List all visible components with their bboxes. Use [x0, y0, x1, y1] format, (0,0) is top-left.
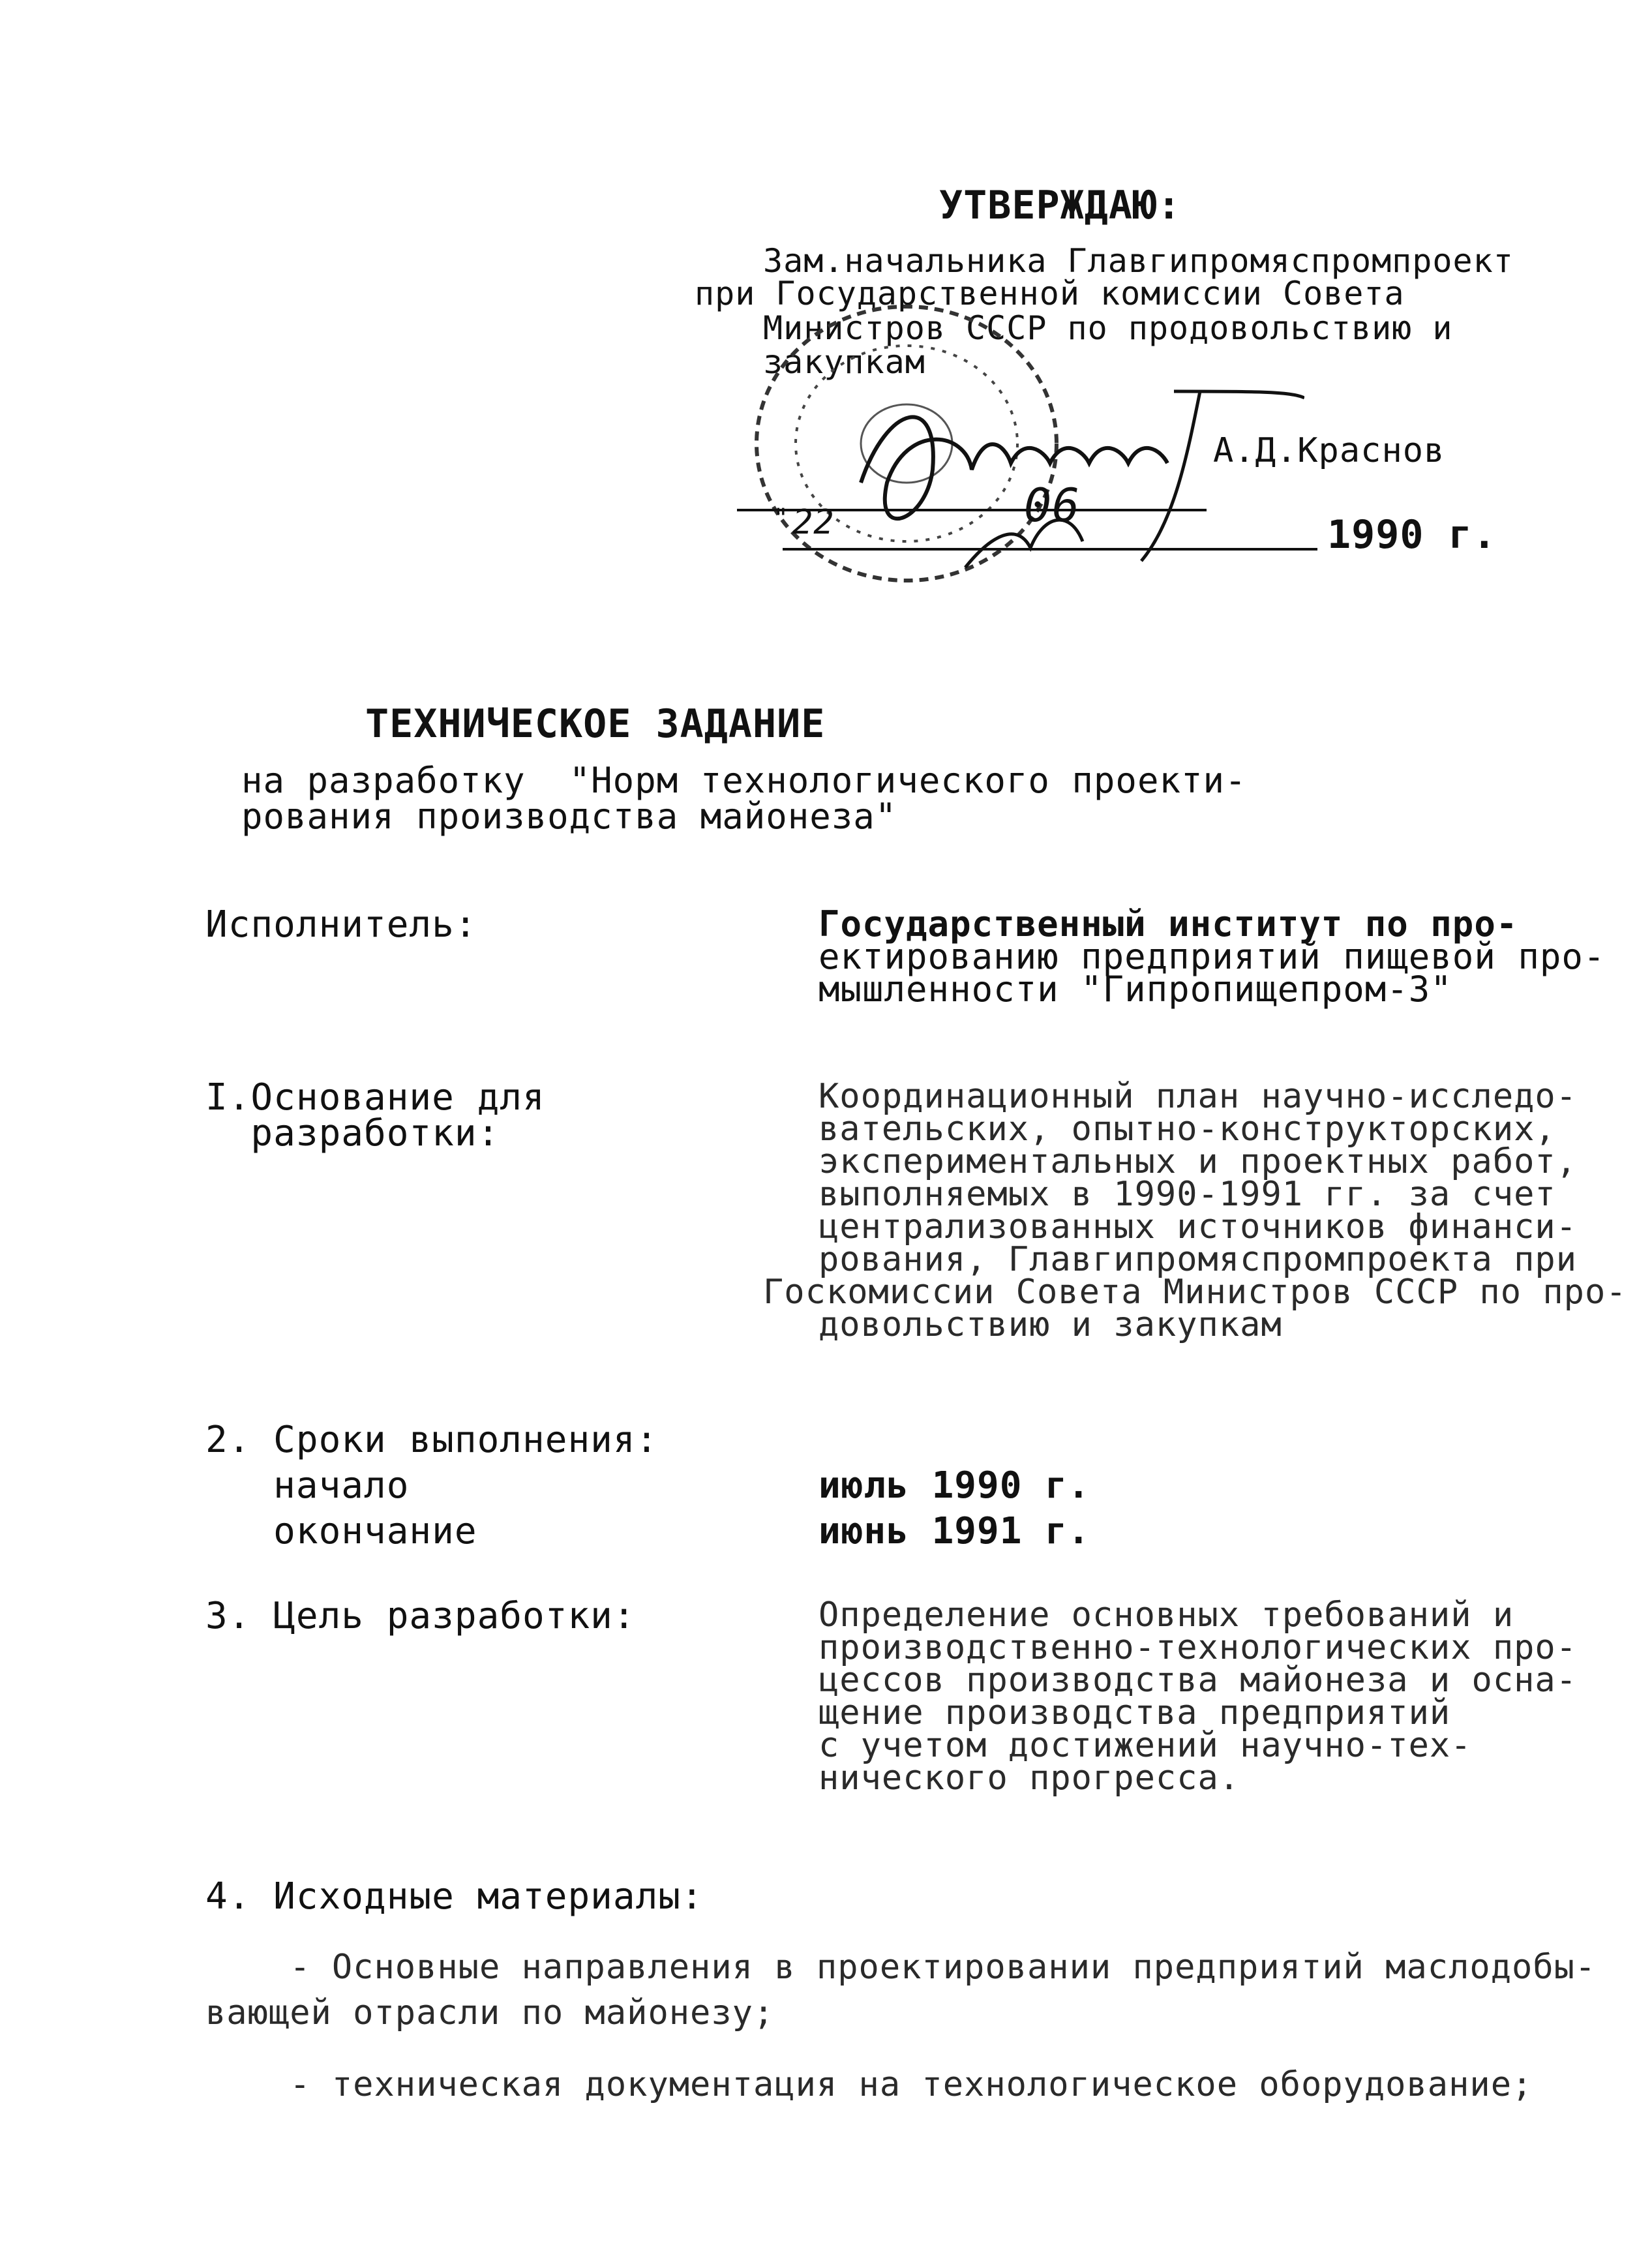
- executor-label: Исполнитель:: [205, 903, 477, 946]
- executor-value-3: мышленности "Гипропищепром-3": [818, 969, 1452, 1010]
- title-line-1: на разработку "Норм технологического проекти-: [241, 760, 1247, 801]
- materials-item-1-line-2: вающей отрасли по майонезу;: [205, 1993, 775, 2032]
- basis-value-2: вательских, опытно-конструкторских,: [818, 1110, 1556, 1149]
- deadlines-end-label: окончание: [205, 1510, 477, 1552]
- date-underline: [783, 548, 1317, 553]
- materials-item-2-line-1: - техническая документация на технологическое оборудование;: [205, 2065, 1533, 2104]
- approval-signer: А.Д.Краснов: [1213, 431, 1445, 470]
- purpose-value-3: цессов производства майонеза и осна-: [818, 1661, 1578, 1700]
- executor-value-1: Государственный институт по про-: [818, 903, 1518, 944]
- approval-line-2: при Государственной комиссии Совета: [695, 275, 1405, 312]
- basis-value-1: Координационный план научно-исследо-: [818, 1077, 1578, 1116]
- executor-value-2: ектированию предприятий пищевой про-: [818, 936, 1606, 977]
- basis-value-5: централизованных источников финанси-: [818, 1207, 1578, 1246]
- basis-value-4: выполняемых в 1990-1991 гг. за счет: [818, 1175, 1556, 1214]
- materials-item-1-line-1: - Основные направления в проектировании предприятий маслодобы-: [205, 1948, 1597, 1987]
- approval-line-3: Министров СССР по продовольствию и: [763, 309, 1453, 347]
- approval-line-1: Зам.начальника Главгипромяспромпроект: [763, 242, 1514, 280]
- approval-line-4: закупкам: [763, 343, 925, 381]
- approval-heading: УТВЕРЖДАЮ:: [939, 183, 1182, 228]
- purpose-value-1: Определение основных требований и: [818, 1595, 1514, 1635]
- deadlines-start-label: начало: [205, 1464, 410, 1507]
- basis-value-6: рования, Главгипромяспромпроекта при: [818, 1240, 1578, 1279]
- date-month: 06: [1024, 479, 1081, 532]
- document-title: ТЕХНИЧЕСКОЕ ЗАДАНИЕ: [365, 701, 826, 747]
- date-year: 1990 г.: [1327, 512, 1497, 558]
- deadlines-end-value: июнь 1991 г.: [818, 1510, 1090, 1552]
- deadlines-start-value: июль 1990 г.: [818, 1464, 1090, 1507]
- purpose-value-4: щение производства предприятий: [818, 1693, 1451, 1732]
- purpose-value-5: с учетом достижений научно-тех-: [818, 1726, 1472, 1765]
- title-line-2: рования производства майонеза": [241, 796, 897, 837]
- basis-value-3: экспериментальных и проектных работ,: [818, 1142, 1578, 1181]
- purpose-value-2: производственно-технологических про-: [818, 1628, 1578, 1667]
- basis-value-8: довольствию и закупкам: [818, 1305, 1282, 1344]
- date-quote: ": [773, 504, 790, 534]
- materials-heading: 4. Исходные материалы:: [205, 1875, 704, 1918]
- purpose-label: 3. Цель разработки:: [205, 1595, 636, 1637]
- basis-value-7: Госкомиссии Совета Министров СССР по про-: [763, 1273, 1627, 1312]
- date-day: 22: [792, 503, 835, 542]
- basis-label-2: разработки:: [205, 1112, 500, 1155]
- purpose-value-6: нического прогресса.: [818, 1759, 1240, 1798]
- basis-label-1: I.Основание для: [205, 1076, 545, 1119]
- deadlines-label: 2. Сроки выполнения:: [205, 1419, 659, 1461]
